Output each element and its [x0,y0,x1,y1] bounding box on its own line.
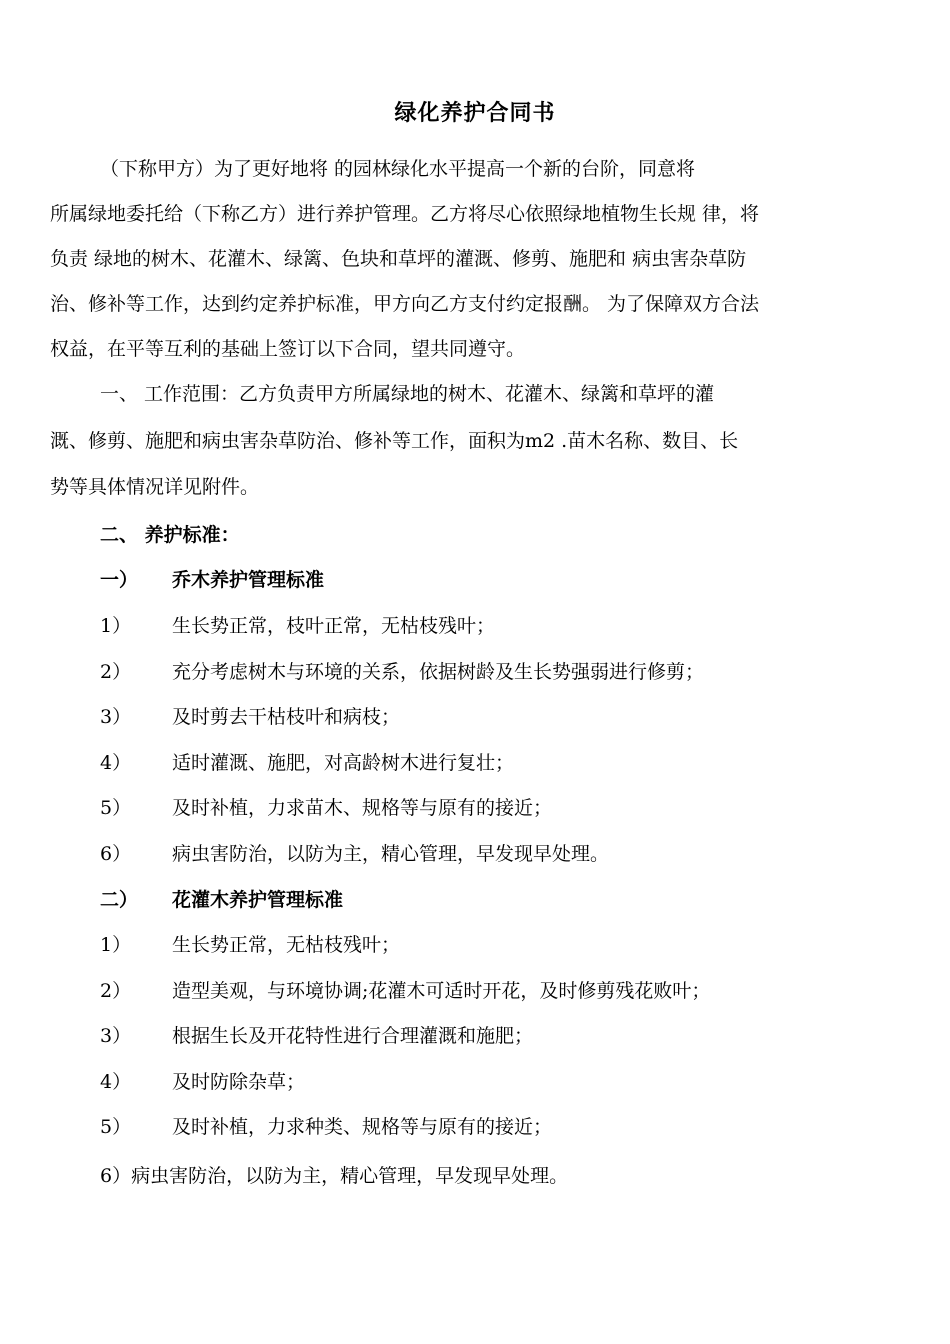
shrubs-section-heading: 花灌木养护管理标准 [172,889,344,911]
trees-section-number: 一） [100,569,139,591]
scope-line-3: 势等具体情况详见附件。 [50,476,260,498]
shrubs-section-number: 二） [100,889,139,911]
trees-item-text: 适时灌溉、施肥，对高龄树木进行复壮； [172,752,515,774]
intro-line-2: 所属绿地委托给（下称乙方）进行养护管理。乙方将尽心依照绿地植物生长规 律，将 [50,203,760,225]
trees-item-number: 6） [100,843,132,865]
trees-item-text: 生长势正常，枝叶正常，无枯枝残叶； [172,615,496,637]
shrubs-item-number: 4） [100,1071,132,1093]
trees-item-text: 病虫害防治，以防为主，精心管理，早发现早处理。 [172,843,610,865]
scope-line-1: 一、 工作范围：乙方负责甲方所属绿地的树木、花灌木、绿篱和草坪的灌 [100,383,715,405]
intro-line-4: 治、修补等工作，达到约定养护标准，甲方向乙方支付约定报酬。 为了保障双方合法 [50,293,760,315]
standards-heading: 二、 养护标准： [100,524,240,546]
shrubs-item-number: 3） [100,1025,132,1047]
trees-item-number: 4） [100,752,132,774]
trees-item-text: 及时剪去干枯枝叶和病枝； [172,706,401,728]
trees-item-number: 2） [100,661,132,683]
shrubs-item-number: 5） [100,1116,132,1138]
trees-section-heading: 乔木养护管理标准 [172,569,325,591]
shrubs-item-text: 生长势正常，无枯枝残叶； [172,934,401,956]
trees-item-number: 5） [100,797,132,819]
shrubs-last-item: 6）病虫害防治，以防为主，精心管理，早发现早处理。 [100,1165,569,1187]
document-title: 绿化养护合同书 [394,101,556,126]
shrubs-item-text: 根据生长及开花特性进行合理灌溉和施肥； [172,1025,534,1047]
intro-line-3: 负责 绿地的树木、花灌木、绿篱、色块和草坪的灌溉、修剪、施肥和 病虫害杂草防 [50,248,747,270]
intro-line-1: （下称甲方）为了更好地将 的园林绿化水平提高一个新的台阶，同意将 [100,158,696,180]
trees-item-number: 1） [100,615,132,637]
intro-line-5: 权益，在平等互利的基础上签订以下合同，望共同遵守。 [50,338,526,360]
trees-item-text: 及时补植，力求苗木、规格等与原有的接近； [172,797,553,819]
trees-item-text: 充分考虑树木与环境的关系，依据树龄及生长势强弱进行修剪； [172,661,705,683]
shrubs-item-text: 及时防除杂草； [172,1071,306,1093]
shrubs-item-number: 2） [100,980,132,1002]
shrubs-item-text: 及时补植，力求种类、规格等与原有的接近； [172,1116,553,1138]
shrubs-item-number: 1） [100,934,132,956]
scope-line-2: 溉、修剪、施肥和病虫害杂草防治、修补等工作，面积为m2 .苗木名称、数目、长 [50,430,739,452]
trees-item-number: 3） [100,706,132,728]
shrubs-item-text: 造型美观，与环境协调;花灌木可适时开花，及时修剪残花败叶； [172,980,711,1002]
